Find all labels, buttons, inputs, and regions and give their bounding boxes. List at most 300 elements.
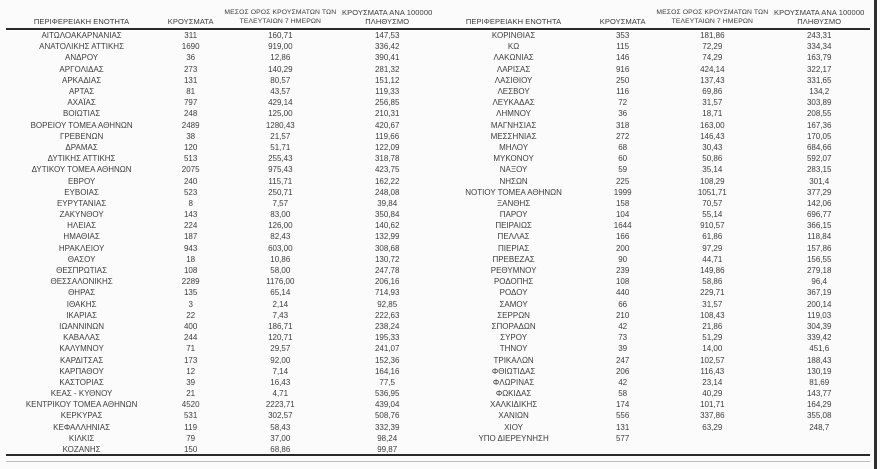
table-row	[438, 231, 870, 242]
table-cell: ΛΕΣΒΟΥ	[497, 87, 530, 97]
table-cell: 281,32	[374, 64, 400, 74]
table-cell: ΡΟΔΟΥ	[499, 288, 528, 298]
table-cell: 334,34	[806, 42, 832, 52]
table-cell: 592,07	[806, 154, 832, 164]
table-cell: 531	[183, 411, 198, 421]
table-cell: 248,7	[809, 422, 830, 432]
table-cell: ΣΕΡΡΩΝ	[497, 310, 530, 320]
table-cell: ΛΑΣΙΘΙΟΥ	[494, 75, 533, 85]
table-cell: ΜΗΛΟΥ	[499, 142, 529, 152]
table-cell: ΙΚΑΡΙΑΣ	[66, 310, 97, 320]
table-cell: 696,77	[806, 210, 832, 220]
table-row	[438, 299, 870, 310]
table-cell: 130,19	[806, 366, 832, 376]
table-cell: 82,43	[270, 232, 291, 242]
table-cell: 120,71	[268, 333, 293, 343]
table-cell: 108,43	[700, 310, 725, 320]
table-cell: 243,31	[806, 31, 832, 41]
table-row	[6, 410, 438, 421]
table-cell: 115	[616, 42, 630, 52]
table-cell: 140,62	[374, 221, 400, 231]
table-cell: 513	[183, 154, 198, 164]
table-row	[438, 108, 870, 119]
header-cases-per-100000: ΚΡΟΥΣΜΑΤΑ ΑΝΑ 100000 ΠΛΗΘΥΣΜΟ	[774, 8, 865, 26]
table-cell: 429,14	[268, 98, 293, 108]
table-cell: ΚΟΡΙΝΘΙΑΣ	[491, 31, 536, 41]
table-row	[6, 108, 438, 119]
table-cell: ΠΙΕΡΙΑΣ	[498, 243, 530, 253]
table-row	[438, 153, 870, 164]
table-cell: 162,22	[374, 176, 400, 186]
table-cell: 304,39	[806, 321, 832, 331]
table-cell: ΚΑΡΠΑΘΟΥ	[59, 366, 104, 376]
table-cell: 167,36	[806, 120, 832, 130]
table-cell: 108,29	[700, 176, 725, 186]
header-cases-per-100000: ΚΡΟΥΣΜΑΤΑ ΑΝΑ 100000 ΠΛΗΘΥΣΜΟ	[342, 8, 433, 26]
table-row	[6, 198, 438, 209]
bottom-edge-line	[6, 461, 870, 462]
table-cell: 1690	[181, 42, 200, 52]
table-cell: 229,71	[700, 288, 725, 298]
table-cell: 206,16	[374, 277, 400, 287]
table-row	[6, 310, 438, 321]
table-row	[438, 354, 870, 365]
table-cell: 16,43	[270, 377, 291, 387]
table-row	[6, 354, 438, 365]
table-cell: ΜΕΣΣΗΝΙΑΣ	[490, 131, 537, 141]
table-cell: ΑΡΚΑΔΙΑΣ	[61, 75, 102, 85]
table-row	[438, 377, 870, 388]
table-row	[438, 164, 870, 175]
table-cell: 2,14	[272, 299, 289, 309]
table-row	[438, 332, 870, 343]
table-cell: ΚΑΛΥΜΝΟΥ	[59, 344, 104, 354]
table-cell: 1051,71	[697, 187, 727, 197]
table-cell: ΚΑΒΑΛΑΣ	[63, 333, 101, 343]
table-cell: 158	[615, 198, 630, 208]
table-cell: 18	[186, 254, 196, 264]
table-row	[6, 321, 438, 332]
table-cell: 119,03	[807, 310, 832, 320]
table-cell: 2223,71	[265, 400, 295, 410]
table-cell: ΗΛΕΙΑΣ	[67, 221, 97, 231]
table-cell: 58,00	[270, 266, 291, 276]
table-cell: 58,43	[270, 422, 291, 432]
table-cell: ΡΟΔΟΠΗΣ	[493, 277, 534, 287]
table-row	[6, 231, 438, 242]
table-cell: ΥΠΟ ΔΙΕΡΕΥΝΗΣΗ	[478, 433, 549, 443]
table-cell: 910,57	[700, 221, 725, 231]
table-cell: 132,99	[374, 232, 400, 242]
table-cell: ΠΡΕΒΕΖΑΣ	[492, 254, 535, 264]
table-cell: ΘΑΣΟΥ	[67, 254, 96, 264]
left-table-header-group	[6, 9, 438, 28]
table-row	[438, 120, 870, 131]
table-cell: ΓΡΕΒΕΝΩΝ	[59, 131, 104, 141]
table-cell: 174	[615, 400, 630, 410]
table-cell: 152,36	[374, 355, 400, 365]
table-row	[438, 388, 870, 399]
table-cell: ΒΟΙΩΤΙΑΣ	[63, 109, 101, 119]
table-cell: 39	[186, 377, 196, 387]
table-cell: 51,71	[270, 142, 291, 152]
table-cell: 119,33	[375, 87, 400, 97]
table-cell: 66	[618, 299, 628, 309]
table-cell: 163,00	[700, 120, 725, 130]
table-cell: 73	[618, 333, 628, 343]
table-cell: 536,95	[374, 389, 400, 399]
table-cell: 337,86	[700, 411, 725, 421]
header-regional-unit: ΠΕΡΙΦΕΡΕΙΑΚΗ ΕΝΟΤΗΤΑ	[465, 16, 562, 26]
table-cell: 142,06	[806, 198, 832, 208]
table-row	[6, 86, 438, 97]
table-row	[6, 75, 438, 86]
table-cell: 272	[615, 131, 630, 141]
table-cell: ΚΕΡΚΥΡΑΣ	[60, 411, 103, 421]
header-7day-average: ΜΕΣΟΣ ΟΡΟΣ ΚΡΟΥΣΜΑΤΩΝ ΤΩΝ ΤΕΛΕΥΤΑΙΩΝ 7 ΗΜΕΡΩΝ	[224, 9, 337, 25]
table-cell: 83,00	[270, 210, 291, 220]
table-cell: 7,14	[272, 366, 289, 376]
table-row	[438, 287, 870, 298]
table-cell: 244	[183, 333, 198, 343]
table-cell: 164,16	[374, 366, 400, 376]
table-cell: 130,72	[374, 254, 400, 264]
table-cell: ΛΗΜΝΟΥ	[496, 109, 532, 119]
table-cell: 99,87	[377, 445, 398, 455]
table-cell: 420,67	[374, 120, 400, 130]
table-cell: 135	[183, 288, 198, 298]
table-cell: ΑΙΤΩΛΟΑΚΑΡΝΑΝΙΑΣ	[41, 31, 122, 41]
table-cell: ΑΝΑΤΟΛΙΚΗΣ ΑΤΤΙΚΗΣ	[39, 42, 125, 52]
table-cell: 256,85	[374, 98, 400, 108]
table-cell: 50,86	[702, 154, 723, 164]
table-cell: 69,86	[702, 87, 723, 97]
table-cell: ΜΑΓΝΗΣΙΑΣ	[490, 120, 537, 130]
table-cell: 353	[615, 31, 630, 41]
table-cell: ΔΥΤΙΚΗΣ ΑΤΤΙΚΗΣ	[47, 154, 116, 164]
table-cell: 92,85	[377, 299, 398, 309]
table-row	[6, 164, 438, 175]
table-cell: 118,84	[807, 232, 832, 242]
table-cell: 170,05	[806, 131, 832, 141]
table-cell: 975,43	[268, 165, 293, 175]
table-cell: 7,43	[272, 310, 289, 320]
table-cell: 108	[615, 277, 630, 287]
table-cell: 81,69	[809, 377, 830, 387]
table-cell: 164,29	[806, 400, 832, 410]
table-cell: 58	[618, 389, 628, 399]
table-cell: 119,66	[375, 131, 400, 141]
table-cell: 279,18	[806, 266, 832, 276]
table-cell: 181,86	[700, 31, 725, 41]
table-cell: ΠΕΛΛΑΣ	[497, 232, 530, 242]
table-cell: 195,33	[374, 333, 400, 343]
table-cell: 308,68	[374, 243, 400, 253]
table-cell: 224	[183, 221, 198, 231]
table-cell: 577	[615, 433, 630, 443]
table-cell: ΤΡΙΚΑΛΩΝ	[493, 355, 534, 365]
table-cell: 350,84	[374, 210, 400, 220]
table-cell: ΘΗΡΑΣ	[68, 288, 96, 298]
table-cell: 70,57	[702, 198, 723, 208]
table-cell: ΧΙΟΥ	[504, 422, 524, 432]
table-cell: 10,86	[270, 254, 291, 264]
table-cell: ΝΑΞΟΥ	[499, 165, 528, 175]
table-cell: 163,79	[806, 53, 832, 63]
table-cell: 390,41	[374, 53, 400, 63]
table-cell: 188,43	[806, 355, 832, 365]
table-cell: 90	[618, 254, 628, 264]
table-row	[438, 52, 870, 63]
table-cell: 21,57	[270, 131, 291, 141]
table-cell: 23,14	[702, 377, 723, 387]
table-row	[6, 120, 438, 131]
table-cell: 206	[615, 366, 630, 376]
table-cell: 35,14	[702, 165, 723, 175]
table-cell: ΣΠΟΡΑΔΩΝ	[491, 321, 536, 331]
table-cell: 255,43	[268, 154, 293, 164]
table-cell: ΕΥΡΥΤΑΝΙΑΣ	[56, 198, 107, 208]
table-cell: 143	[183, 210, 198, 220]
table-cell: 322,17	[806, 64, 832, 74]
table-cell: 4520	[181, 400, 200, 410]
table-cell: 140,29	[268, 64, 293, 74]
table-cell: 98,24	[377, 433, 398, 443]
table-cell: 247,78	[374, 266, 400, 276]
table-cell: 7,57	[272, 198, 289, 208]
table-cell: 367,19	[806, 288, 832, 298]
table-cell: ΗΡΑΚΛΕΙΟΥ	[58, 243, 105, 253]
table-row	[438, 131, 870, 142]
table-cell: 684,66	[806, 142, 832, 152]
table-cell: ΚΕΦΑΛΛΗΝΙΑΣ	[53, 422, 111, 432]
table-row	[438, 41, 870, 52]
table-cell: 4,71	[272, 389, 289, 399]
table-body-band	[6, 30, 870, 456]
table-cell: 137,43	[700, 75, 725, 85]
table-cell: 29,57	[270, 344, 291, 354]
table-cell: 1176,00	[266, 277, 295, 287]
table-row	[438, 310, 870, 321]
table-cell: 303,89	[806, 98, 832, 108]
table-cell: ΖΑΚΥΝΘΟΥ	[59, 210, 104, 220]
table-cell: 21	[186, 389, 196, 399]
table-cell: 377,29	[806, 187, 832, 197]
table-cell: 44,71	[702, 254, 723, 264]
table-row	[438, 198, 870, 209]
table-cell: 12,86	[270, 53, 291, 63]
table-cell: ΧΑΛΚΙΔΙΚΗΣ	[489, 400, 538, 410]
table-cell: 302,57	[268, 411, 293, 421]
table-row	[438, 86, 870, 97]
table-cell: 79	[186, 433, 196, 443]
table-cell: 146	[615, 53, 630, 63]
table-cell: 318	[615, 120, 630, 130]
table-cell: 273	[183, 64, 198, 74]
table-cell: 225	[615, 176, 630, 186]
table-cell: 2075	[181, 165, 200, 175]
table-cell: ΞΑΝΘΗΣ	[496, 198, 531, 208]
table-cell: 122,09	[374, 142, 400, 152]
table-row	[6, 41, 438, 52]
table-row	[6, 287, 438, 298]
table-cell: ΝΗΣΩΝ	[499, 176, 528, 186]
table-cell: 42	[618, 377, 628, 387]
table-cell: 186,71	[268, 321, 293, 331]
table-cell: 131	[183, 75, 198, 85]
table-cell: 556	[615, 411, 630, 421]
table-row	[6, 220, 438, 231]
table-cell: ΕΒΡΟΥ	[67, 176, 96, 186]
table-cell: 173	[183, 355, 198, 365]
table-cell: ΤΗΝΟΥ	[499, 344, 528, 354]
table-cell: 97,29	[702, 243, 723, 253]
table-row	[6, 30, 438, 41]
table-cell: ΚΩ	[507, 42, 520, 52]
table-cell: 80,57	[270, 75, 291, 85]
table-cell: 943	[183, 243, 198, 253]
table-cell: 240	[183, 176, 198, 186]
table-cell: ΚΕΑΣ - ΚΥΘΝΟΥ	[50, 389, 113, 399]
table-cell: 283,15	[806, 165, 832, 175]
table-row	[438, 410, 870, 421]
table-cell: ΣΥΡΟΥ	[500, 333, 528, 343]
table-cell: 120	[183, 142, 198, 152]
table-cell: 147,53	[374, 31, 400, 41]
table-row	[438, 97, 870, 108]
table-cell: 2489	[181, 120, 200, 130]
table-row	[6, 422, 438, 433]
table-cell: ΜΥΚΟΝΟΥ	[493, 154, 534, 164]
table-cell: 1280,43	[265, 120, 295, 130]
table-header-band	[6, 0, 870, 30]
table-cell: 311	[184, 31, 198, 41]
header-regional-unit: ΠΕΡΙΦΕΡΕΙΑΚΗ ΕΝΟΤΗΤΑ	[33, 16, 130, 26]
table-row	[6, 433, 438, 444]
table-cell: 108	[183, 266, 198, 276]
table-cell: ΑΝΔΡΟΥ	[65, 53, 99, 63]
table-cell: ΦΩΚΙΔΑΣ	[495, 389, 532, 399]
table-cell: 247	[615, 355, 630, 365]
table-row	[438, 399, 870, 410]
table-cell: 301,4	[809, 176, 830, 186]
table-cell: 423,75	[374, 165, 400, 175]
table-cell: 43,57	[270, 87, 291, 97]
table-cell: 31,57	[702, 299, 723, 309]
table-cell: 916	[615, 64, 630, 74]
table-cell: 77,5	[379, 377, 395, 387]
table-cell: 30,43	[702, 142, 723, 152]
table-cell: 22	[186, 310, 196, 320]
table-row	[438, 265, 870, 276]
table-cell: 96,4	[811, 277, 827, 287]
table-cell: 126,00	[268, 221, 293, 231]
table-cell: ΑΡΓΟΛΙΔΑΣ	[59, 64, 104, 74]
header-7day-average: ΜΕΣΟΣ ΟΡΟΣ ΚΡΟΥΣΜΑΤΩΝ ΤΩΝ ΤΕΛΕΥΤΑΙΩΝ 7 ΗΜΕΡΩΝ	[656, 9, 769, 25]
table-cell: ΚΑΣΤΟΡΙΑΣ	[59, 377, 104, 387]
table-cell: 72	[618, 98, 628, 108]
table-cell: ΔΡΑΜΑΣ	[65, 142, 98, 152]
table-cell: 102,57	[700, 355, 725, 365]
table-cell: 149,86	[700, 266, 725, 276]
table-cell: 156,55	[806, 254, 832, 264]
table-row	[438, 209, 870, 220]
header-row	[438, 9, 870, 28]
table-cell: 63,29	[702, 422, 723, 432]
table-cell: ΕΥΒΟΙΑΣ	[64, 187, 99, 197]
table-cell: ΧΑΝΙΩΝ	[498, 411, 529, 421]
table-cell: 208,55	[806, 109, 832, 119]
table-row	[6, 52, 438, 63]
table-cell: ΡΕΘΥΜΝΟΥ	[490, 266, 537, 276]
table-cell: 250	[615, 75, 630, 85]
table-cell: 65,14	[270, 288, 291, 298]
table-cell: ΛΕΥΚΑΔΑΣ	[492, 98, 535, 108]
table-cell: 131	[615, 422, 630, 432]
table-cell: ΝΟΤΙΟΥ ΤΟΜΕΑ ΑΘΗΝΩΝ	[465, 187, 562, 197]
header-cases: ΚΡΟΥΣΜΑΤΑ	[599, 16, 646, 26]
table-cell: 119	[184, 422, 198, 432]
table-cell: 439,04	[374, 400, 400, 410]
table-row	[6, 276, 438, 287]
table-cell: 14,00	[702, 344, 723, 354]
table-cell: 440	[615, 288, 630, 298]
table-cell: 61,86	[702, 232, 723, 242]
table-cell: ΙΘΑΚΗΣ	[66, 299, 97, 309]
window-right-edge	[874, 0, 877, 469]
table-row	[438, 175, 870, 186]
table-cell: 36	[186, 53, 196, 63]
table-row	[438, 433, 870, 444]
table-row	[438, 64, 870, 75]
table-row	[6, 175, 438, 186]
table-row	[438, 142, 870, 153]
table-row	[438, 75, 870, 86]
table-cell: 400	[183, 321, 198, 331]
table-cell: ΠΕΙΡΑΙΩΣ	[495, 221, 532, 231]
table-row	[438, 243, 870, 254]
table-row	[6, 265, 438, 276]
table-cell: 74,29	[702, 53, 723, 63]
table-row	[438, 276, 870, 287]
table-row	[438, 366, 870, 377]
table-cell: 603,00	[268, 243, 293, 253]
table-cell: 55,14	[702, 210, 723, 220]
table-row	[438, 187, 870, 198]
table-cell: 143,77	[806, 389, 832, 399]
table-cell: ΣΑΜΟΥ	[499, 299, 528, 309]
table-row	[6, 209, 438, 220]
table-cell: 101,71	[700, 400, 725, 410]
table-cell: 332,39	[374, 422, 400, 432]
table-row	[438, 343, 870, 354]
left-table-rows	[6, 30, 438, 454]
table-cell: 714,93	[374, 288, 400, 298]
header-cases: ΚΡΟΥΣΜΑΤΑ	[167, 16, 214, 26]
table-cell: 116	[616, 87, 630, 97]
table-row	[6, 97, 438, 108]
table-cell: 200	[615, 243, 630, 253]
table-cell: ΦΘΙΩΤΙΔΑΣ	[491, 366, 536, 376]
table-cell: 222,63	[374, 310, 400, 320]
table-cell: ΒΟΡΕΙΟΥ ΤΟΜΕΑ ΑΘΗΝΩΝ	[30, 120, 133, 130]
table-cell: ΠΑΡΟΥ	[499, 210, 528, 220]
table-cell: 241,07	[374, 344, 400, 354]
table-row	[6, 332, 438, 343]
table-cell: 331,65	[806, 75, 832, 85]
table-cell: 68,86	[270, 445, 291, 455]
table-cell: 104	[615, 210, 630, 220]
